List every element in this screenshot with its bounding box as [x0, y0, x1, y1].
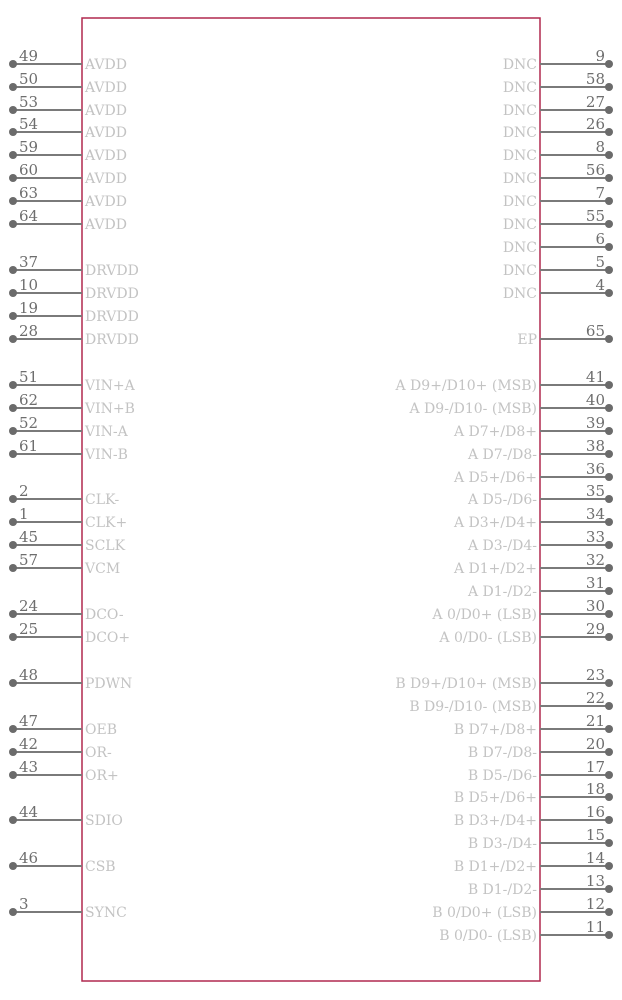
pin-29	[438, 620, 613, 646]
pin-end-dot	[605, 862, 613, 870]
pin-name: DRVDD	[85, 309, 139, 325]
pin-end-dot	[9, 816, 17, 824]
pin-end-dot	[9, 60, 17, 68]
pin-61	[9, 437, 128, 463]
pin-number: 10	[19, 276, 39, 294]
pin-name: B D5-/D6-	[467, 768, 537, 784]
pin-end-dot	[605, 816, 613, 824]
pin-name: AVDD	[85, 80, 127, 96]
pin-end-dot	[605, 106, 613, 114]
pin-name: DNC	[502, 80, 537, 96]
pin-number: 35	[585, 482, 605, 500]
pin-name: A D5+/D6+	[453, 470, 537, 486]
pin-name: A D9+/D10+ (MSB)	[395, 378, 537, 394]
pin-number: 1	[19, 505, 29, 523]
pin-end-dot	[605, 931, 613, 939]
pin-name: EP	[517, 332, 537, 348]
pin-3	[9, 895, 127, 921]
pin-number: 31	[585, 574, 605, 592]
pin-number: 21	[585, 712, 605, 730]
pin-end-dot	[9, 771, 17, 779]
pin-number: 2	[19, 482, 29, 500]
pin-name: B D9-/D10- (MSB)	[409, 699, 537, 715]
pin-number: 11	[585, 918, 605, 936]
pin-name: SYNC	[85, 905, 127, 921]
pin-number: 27	[585, 93, 605, 111]
pin-number: 4	[595, 276, 605, 294]
pin-name: VIN-A	[85, 424, 128, 440]
pin-number: 41	[585, 368, 605, 386]
pin-name: DNC	[502, 57, 537, 73]
pin-number: 50	[19, 70, 39, 88]
pin-name: B D7+/D8+	[453, 722, 537, 738]
pin-number: 53	[19, 93, 39, 111]
pin-end-dot	[9, 197, 17, 205]
pin-name: DRVDD	[85, 286, 139, 302]
pin-end-dot	[605, 151, 613, 159]
pin-end-dot	[605, 128, 613, 136]
pin-name: A D7-/D8-	[467, 447, 537, 463]
pin-name: OR-	[85, 745, 112, 761]
pin-end-dot	[9, 404, 17, 412]
pin-name: AVDD	[85, 148, 127, 164]
pin-name: DNC	[502, 125, 537, 141]
left-pin-group	[9, 47, 139, 921]
pin-end-dot	[605, 633, 613, 641]
pin-end-dot	[605, 541, 613, 549]
pin-name: SDIO	[85, 813, 123, 829]
pin-name: DNC	[502, 263, 537, 279]
pin-end-dot	[605, 495, 613, 503]
pin-end-dot	[605, 174, 613, 182]
pin-number: 62	[19, 391, 39, 409]
pin-number: 30	[585, 597, 605, 615]
pin-end-dot	[9, 564, 17, 572]
pin-name: DNC	[502, 103, 537, 119]
pin-end-dot	[605, 518, 613, 526]
pin-number: 23	[585, 666, 605, 684]
pin-name: B D3+/D4+	[453, 813, 537, 829]
pin-number: 13	[585, 872, 605, 890]
pin-end-dot	[605, 289, 613, 297]
pin-end-dot	[9, 633, 17, 641]
pin-name: DNC	[502, 240, 537, 256]
pin-number: 18	[585, 780, 605, 798]
pin-number: 6	[595, 230, 605, 248]
pin-name: AVDD	[85, 125, 127, 141]
pin-number: 60	[19, 161, 39, 179]
pin-name: B 0/D0- (LSB)	[439, 928, 537, 944]
pin-number: 28	[19, 322, 39, 340]
pin-end-dot	[605, 450, 613, 458]
pin-name: A 0/D0- (LSB)	[439, 630, 537, 646]
pin-end-dot	[9, 541, 17, 549]
pin-end-dot	[605, 793, 613, 801]
pin-number: 5	[595, 253, 605, 271]
pin-end-dot	[9, 610, 17, 618]
pin-end-dot	[9, 128, 17, 136]
pin-number: 19	[19, 299, 39, 317]
pin-number: 36	[585, 460, 605, 478]
pin-number: 47	[19, 712, 39, 730]
pin-end-dot	[9, 220, 17, 228]
pin-name: CLK+	[85, 515, 128, 531]
pin-name: DRVDD	[85, 263, 139, 279]
pin-number: 16	[585, 803, 605, 821]
pin-number: 26	[585, 115, 605, 133]
pin-number: 63	[19, 184, 39, 202]
pin-end-dot	[605, 725, 613, 733]
pin-name: DRVDD	[85, 332, 139, 348]
pin-name: AVDD	[85, 103, 127, 119]
pin-end-dot	[605, 404, 613, 412]
pin-number: 59	[19, 138, 39, 156]
pin-number: 40	[585, 391, 605, 409]
pin-name: A D7+/D8+	[453, 424, 537, 440]
right-pin-group	[395, 47, 614, 944]
pin-name: A 0/D0+ (LSB)	[432, 607, 537, 623]
pin-name: PDWN	[85, 676, 133, 692]
pin-25	[9, 620, 130, 646]
pin-name: A D3-/D4-	[467, 538, 537, 554]
pin-number: 56	[585, 161, 605, 179]
pin-end-dot	[9, 289, 17, 297]
pin-number: 42	[19, 735, 39, 753]
pin-end-dot	[9, 106, 17, 114]
pin-end-dot	[605, 679, 613, 687]
pin-name: B D9+/D10+ (MSB)	[395, 676, 537, 692]
pin-name: SCLK	[85, 538, 126, 554]
pin-number: 57	[19, 551, 39, 569]
pin-48	[9, 666, 132, 692]
pin-end-dot	[605, 587, 613, 595]
pin-name: CSB	[85, 859, 116, 875]
pin-end-dot	[9, 312, 17, 320]
pin-end-dot	[9, 450, 17, 458]
pin-number: 15	[585, 826, 605, 844]
pin-end-dot	[605, 771, 613, 779]
pin-end-dot	[605, 266, 613, 274]
pin-name: OR+	[85, 768, 119, 784]
pin-name: DCO-	[85, 607, 124, 623]
pin-end-dot	[605, 885, 613, 893]
pin-end-dot	[9, 862, 17, 870]
pin-28	[9, 322, 139, 348]
pin-65	[517, 322, 613, 348]
pin-name: VIN+B	[85, 401, 135, 417]
pin-end-dot	[605, 243, 613, 251]
pin-11	[439, 918, 613, 944]
pin-end-dot	[605, 335, 613, 343]
pin-end-dot	[9, 725, 17, 733]
pin-name: B D1+/D2+	[453, 859, 537, 875]
pin-number: 34	[585, 505, 605, 523]
pin-number: 9	[595, 47, 605, 65]
pin-end-dot	[605, 83, 613, 91]
pin-end-dot	[9, 679, 17, 687]
pin-number: 46	[19, 849, 39, 867]
pin-number: 38	[585, 437, 605, 455]
pin-end-dot	[605, 839, 613, 847]
pin-number: 25	[19, 620, 39, 638]
pin-number: 22	[585, 689, 605, 707]
pin-number: 52	[19, 414, 39, 432]
pin-number: 39	[585, 414, 605, 432]
pin-number: 7	[595, 184, 605, 202]
pin-number: 37	[19, 253, 39, 271]
pin-name: DNC	[502, 194, 537, 210]
pin-name: VCM	[85, 561, 121, 577]
pin-number: 64	[19, 207, 39, 225]
pin-end-dot	[605, 564, 613, 572]
pin-number: 45	[19, 528, 39, 546]
pin-name: DNC	[502, 217, 537, 233]
pin-46	[9, 849, 116, 875]
pin-name: B D5+/D6+	[453, 790, 537, 806]
pin-number: 51	[19, 368, 39, 386]
pin-number: 58	[585, 70, 605, 88]
pin-number: 3	[19, 895, 29, 913]
pin-number: 20	[585, 735, 605, 753]
pin-number: 55	[585, 207, 605, 225]
pin-44	[9, 803, 123, 829]
pin-end-dot	[605, 197, 613, 205]
pin-number: 44	[19, 803, 39, 821]
pin-name: CLK-	[85, 492, 120, 508]
pin-name: A D3+/D4+	[453, 515, 537, 531]
pin-number: 65	[585, 322, 605, 340]
pin-name: AVDD	[85, 194, 127, 210]
pin-end-dot	[9, 335, 17, 343]
pin-end-dot	[605, 908, 613, 916]
pin-name: AVDD	[85, 57, 127, 73]
pin-number: 49	[19, 47, 39, 65]
pin-name: B D7-/D8-	[467, 745, 537, 761]
pin-64	[9, 207, 127, 233]
pin-23	[395, 666, 613, 692]
pin-number: 33	[585, 528, 605, 546]
pin-name: B D1-/D2-	[467, 882, 537, 898]
pin-43	[9, 758, 119, 784]
pin-end-dot	[9, 748, 17, 756]
pin-end-dot	[605, 220, 613, 228]
pin-name: OEB	[85, 722, 117, 738]
pin-name: A D1+/D2+	[453, 561, 537, 577]
pin-number: 24	[19, 597, 39, 615]
pin-number: 17	[585, 758, 605, 776]
pin-number: 43	[19, 758, 39, 776]
pin-end-dot	[605, 702, 613, 710]
pin-end-dot	[605, 748, 613, 756]
pin-name: AVDD	[85, 217, 127, 233]
pin-end-dot	[9, 174, 17, 182]
pin-57	[9, 551, 120, 577]
pin-name: A D9-/D10- (MSB)	[409, 401, 537, 417]
pin-name: DCO+	[85, 630, 131, 646]
pin-40	[409, 391, 614, 417]
pin-22	[409, 689, 613, 715]
pin-number: 48	[19, 666, 39, 684]
pin-name: DNC	[502, 148, 537, 164]
pin-end-dot	[9, 908, 17, 916]
pin-number: 54	[19, 115, 39, 133]
pin-41	[395, 368, 614, 394]
pin-name: VIN-B	[85, 447, 128, 463]
pin-end-dot	[9, 83, 17, 91]
pin-end-dot	[605, 60, 613, 68]
pin-name: DNC	[502, 171, 537, 187]
pin-number: 61	[19, 437, 39, 455]
pin-4	[503, 276, 613, 302]
pin-end-dot	[9, 151, 17, 159]
pin-number: 29	[585, 620, 605, 638]
pin-end-dot	[605, 427, 613, 435]
pin-name: B 0/D0+ (LSB)	[432, 905, 537, 921]
pin-name: A D1-/D2-	[467, 584, 537, 600]
pin-number: 8	[595, 138, 605, 156]
pin-end-dot	[605, 610, 613, 618]
pin-end-dot	[9, 427, 17, 435]
pin-end-dot	[9, 518, 17, 526]
pin-name: B D3-/D4-	[467, 836, 537, 852]
pin-end-dot	[9, 266, 17, 274]
pin-name: A D5-/D6-	[467, 492, 537, 508]
pin-end-dot	[605, 473, 613, 481]
pin-number: 14	[585, 849, 605, 867]
pin-number: 12	[585, 895, 605, 913]
pin-name: DNC	[502, 286, 537, 302]
pin-name: VIN+A	[85, 378, 135, 394]
pin-end-dot	[9, 381, 17, 389]
pin-number: 32	[585, 551, 605, 569]
pin-name: AVDD	[85, 171, 127, 187]
pin-end-dot	[605, 381, 613, 389]
pin-end-dot	[9, 495, 17, 503]
